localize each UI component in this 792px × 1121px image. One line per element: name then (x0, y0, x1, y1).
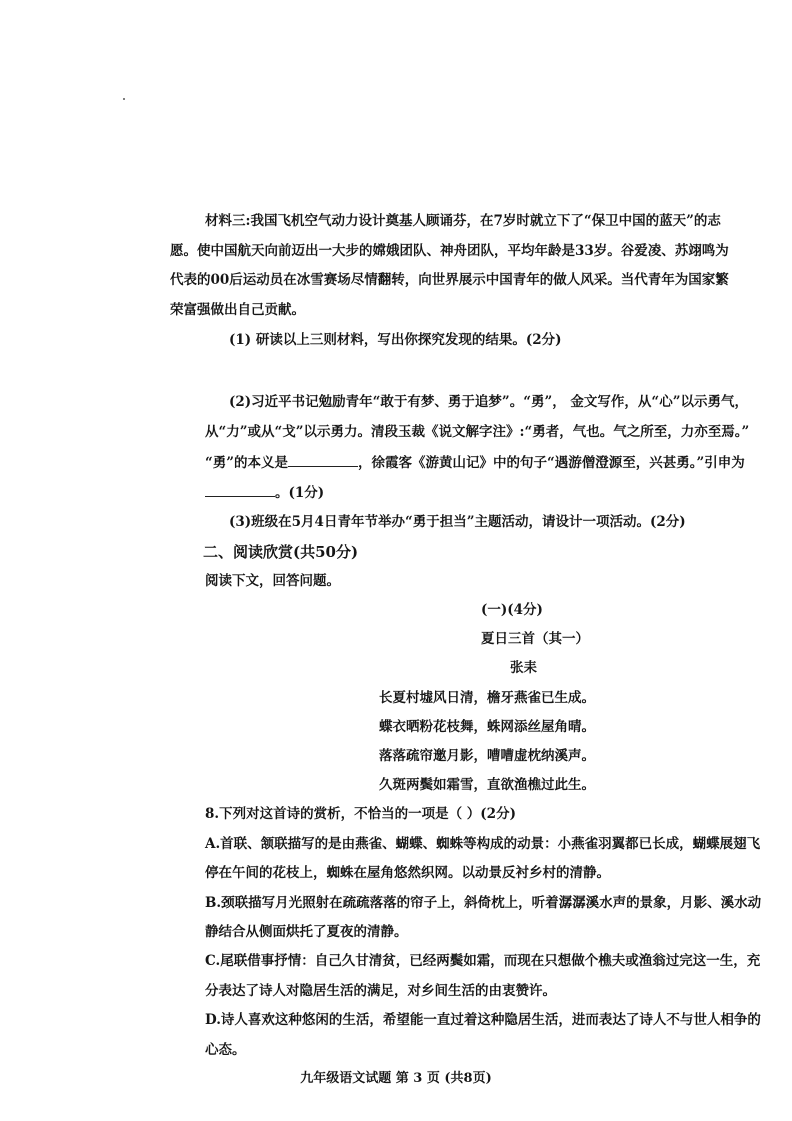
poem-part-label: (一)(4分) (481, 602, 543, 618)
question-2-line-2: 从“力”或从“戈”以示勇力。清段玉裁《说文解字注》:“勇者，气也。气之所至，力亦至焉。” (205, 424, 750, 440)
option-c-line-1: C.尾联借事抒情：自己久甘清贫，已经两鬓如霜，而现在只想做个樵夫或渔翁过完这一生，充 (205, 953, 761, 969)
question-2-line-3 (205, 453, 745, 471)
option-b-line-2: 静结合从侧面烘托了夏夜的清静。 (205, 924, 408, 940)
scan-speck (123, 98, 125, 100)
question-2-line-1: (2)习近平书记勉励青年“敢于有梦、勇于追梦”。“勇”， 金文写作，从“心”以示勇气， (229, 394, 748, 410)
poem-author: 张耒 (510, 660, 537, 676)
page-footer: 九年级语文试题 第 3 页 (共8页) (300, 1071, 492, 1086)
material-three-line-2: 愿。使中国航天向前迈出一大步的嫦娥团队、神舟团队，平均年龄是33岁。谷爱凌、苏翊鸣为 (170, 243, 729, 259)
poem-title: 夏日三首（其一） (481, 631, 589, 647)
material-three-line-4: 荣富强做出自己贡献。 (170, 302, 305, 318)
poem-line-1: 长夏村墟风日清，檐牙燕雀已生成。 (379, 690, 595, 706)
option-a-line-1: A.首联、颔联描写的是由燕雀、蝴蝶、蜘蛛等构成的动景：小燕雀羽翼都已长成，蝴蝶展翅飞 (205, 836, 761, 852)
question-2-prompt: “勇”的本义是 (205, 455, 289, 471)
option-d-line-2: 心态。 (205, 1042, 246, 1058)
question-1: (1) 研读以上三则材料，写出你探究发现的结果。(2分) (229, 332, 562, 348)
material-three-line-3: 代表的00后运动员在冰雪赛场尽情翻转，向世界展示中国青年的做人风采。当代青年为国家繁 (170, 272, 729, 288)
option-a-line-2: 停在午间的花枝上，蜘蛛在屋角悠然织网。以动景反衬乡村的清静。 (205, 865, 610, 881)
answer-blank-1[interactable] (288, 453, 358, 467)
poem-line-4: 久斑两鬓如霜雪，直欲渔樵过此生。 (379, 777, 595, 793)
poem-line-2: 蝶衣晒粉花枝舞，蛛网添丝屋角晴。 (379, 719, 595, 735)
option-b-line-1: B.颈联描写月光照射在疏疏落落的帘子上，斜倚枕上，听着潺潺溪水声的景象，月影、溪水动 (205, 895, 762, 911)
section-two-instruction: 阅读下文，回答问题。 (205, 573, 340, 589)
question-8-stem: 8.下列对这首诗的赏析，不恰当的一项是（ ）(2分) (205, 806, 516, 822)
question-2-line-4 (205, 483, 324, 501)
poem-line-3: 落落疏帘邀月影，嘈嘈虚枕纳溪声。 (379, 748, 595, 764)
question-3: (3)班级在5月4日青年节举办“勇于担当”主题活动，请设计一项活动。(2分) (229, 514, 686, 530)
question-2-points: 。(1分) (275, 485, 325, 501)
section-two-title: 二、阅读欣赏(共50分) (203, 543, 359, 561)
question-2-continuation: ，徐霞客《游黄山记》中的句子“遇游僧澄源至，兴甚勇。”引申为 (358, 455, 745, 471)
option-c-line-2: 分表达了诗人对隐居生活的满足，对乡间生活的由衷赞许。 (205, 983, 556, 999)
material-three-line-1: 材料三:我国飞机空气动力设计奠基人顾诵芬，在7岁时就立下了“保卫中国的蓝天”的志 (205, 213, 721, 229)
option-d-line-1: D.诗人喜欢这种悠闲的生活，希望能一直过着这种隐居生活，进而表达了诗人不与世人相争的 (205, 1012, 761, 1028)
answer-blank-2[interactable] (205, 483, 275, 497)
